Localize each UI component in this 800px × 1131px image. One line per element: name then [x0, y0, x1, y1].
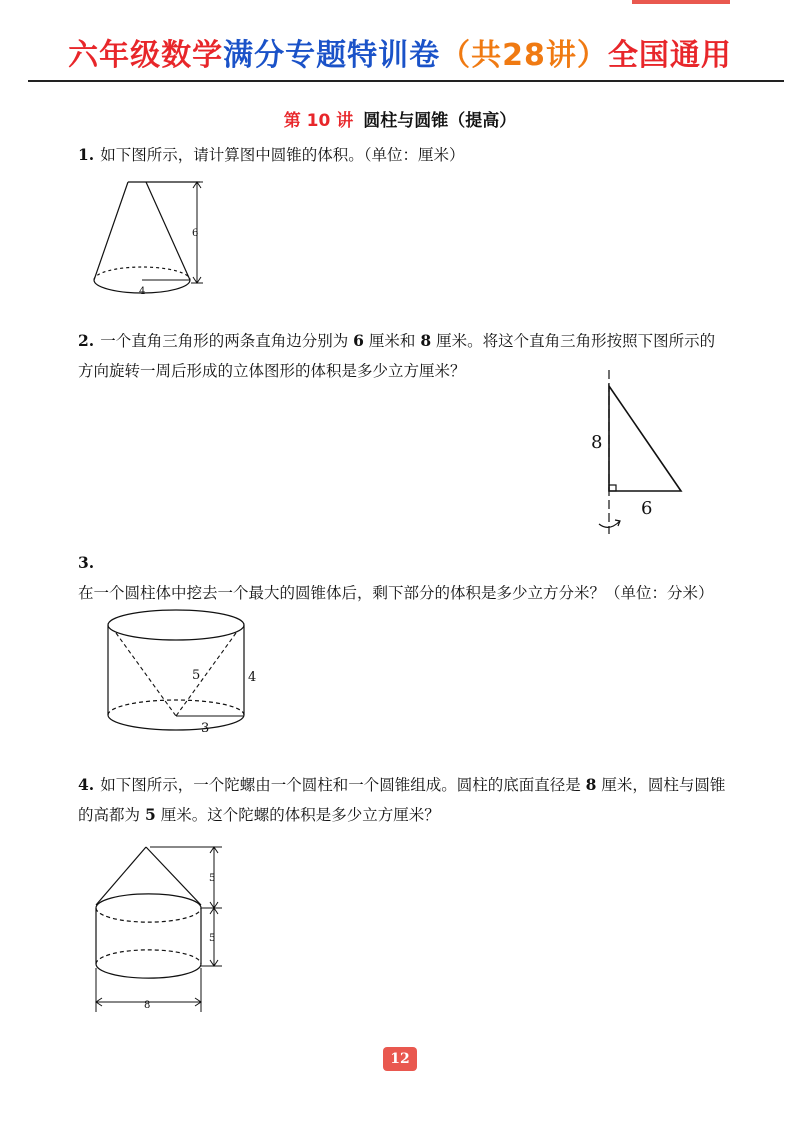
- cylinder-height-label: 4: [248, 670, 257, 685]
- header-divider: [28, 80, 784, 82]
- page-number-badge: 12: [383, 1047, 417, 1071]
- question-text: 在一个圆柱体中挖去一个最大的圆锥体后，剩下部分的体积是多少立方分米？（单位：分米）: [78, 584, 714, 602]
- diameter-value: 8: [585, 775, 597, 794]
- lesson-title: 圆柱与圆锥（提高）: [363, 111, 517, 131]
- question-text-c: 厘米。这个陀螺的体积是多少立方厘米？: [160, 806, 440, 824]
- height-value: 5: [144, 805, 156, 824]
- question-text: 如下图所示，请计算图中圆锥的体积。（单位：厘米）: [100, 146, 465, 164]
- question-number: 4.: [78, 775, 95, 794]
- question-3: [78, 548, 728, 608]
- cone-height-label: 6: [192, 228, 199, 239]
- horizontal-leg-label: 6: [641, 498, 653, 519]
- height-dimensions: [150, 847, 222, 966]
- right-triangle-figure: [580, 362, 700, 542]
- cylinder-height-label: 5: [209, 933, 216, 944]
- question-text-b: 厘米，圆柱与圆锥的高都为: [78, 776, 726, 824]
- question-text-a: 如下图所示，一个陀螺由一个圆柱和一个圆锥组成。圆柱的底面直径是: [100, 776, 581, 794]
- top-cone-drawing: [96, 847, 201, 905]
- question-text-c: 厘米。将这个直角三角形按照下图所示的方向旋转一周后形成的立体图形的体积是多少立方厘米？: [78, 332, 716, 380]
- radius-label: 3: [201, 721, 210, 736]
- slant-label: 5: [192, 668, 201, 683]
- diameter-label: 8: [144, 1000, 151, 1011]
- lesson-number: 第 10 讲: [283, 111, 354, 131]
- right-angle-mark: [609, 485, 616, 491]
- banner-scope: 全国通用: [607, 38, 732, 73]
- triangle-shape: [609, 386, 681, 491]
- question-text-a: 一个直角三角形的两条直角边分别为: [100, 332, 349, 350]
- top-cylinder-drawing: [96, 894, 201, 978]
- cone-height-label: 5: [209, 873, 216, 884]
- banner-grade: 六年级数学: [68, 38, 224, 73]
- cylinder-drawing: [108, 610, 244, 730]
- banner-series: 满分专题特训卷: [223, 38, 441, 73]
- cone-drawing: [94, 182, 200, 293]
- cone-figure: [80, 170, 220, 310]
- question-text-b: 厘米和: [368, 332, 416, 350]
- leg-two-value: 8: [420, 331, 432, 350]
- lesson-heading: [0, 106, 800, 131]
- cylinder-cone-figure: [100, 605, 270, 745]
- leg-one-value: 6: [353, 331, 364, 350]
- question-number: 1.: [78, 145, 95, 164]
- question-4: [78, 770, 728, 830]
- vertical-leg-label: 8: [591, 432, 603, 453]
- cone-base-label: 4: [139, 286, 146, 297]
- series-title-banner: [0, 36, 800, 76]
- question-number: 3.: [78, 553, 95, 572]
- question-number: 2.: [78, 331, 95, 350]
- spinning-top-figure: [88, 840, 248, 1020]
- top-accent-bar: [632, 0, 730, 4]
- question-1: [78, 140, 728, 170]
- banner-count: （共28讲）: [440, 38, 608, 73]
